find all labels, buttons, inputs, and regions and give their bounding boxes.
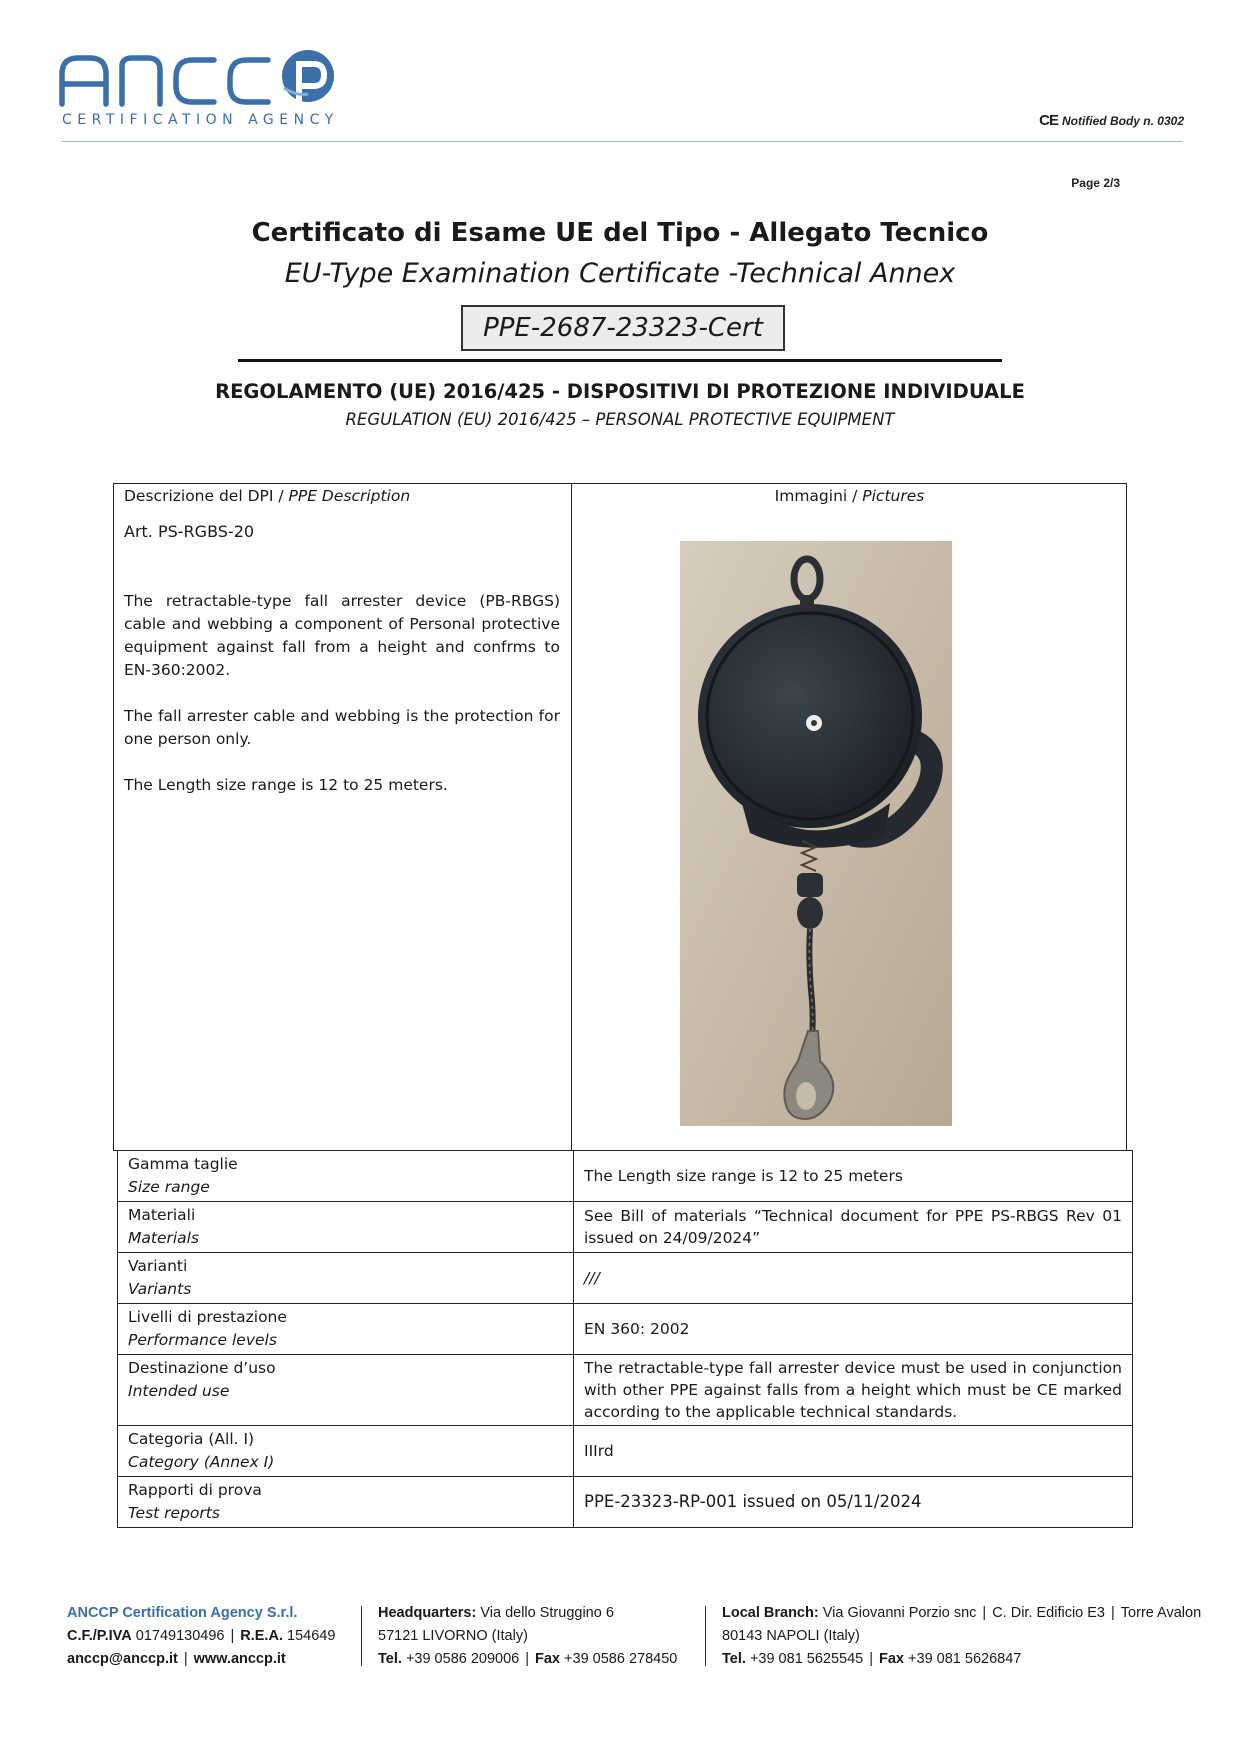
notified-body-text: Notified Body n. 0302 — [1061, 114, 1184, 128]
spec-label-en: Performance levels — [128, 1331, 277, 1349]
spec-label — [118, 1477, 574, 1528]
anccp-logo — [56, 44, 356, 134]
pictures-heading-it: Immagini / — [774, 487, 863, 505]
table-row — [118, 1304, 1133, 1355]
title-divider — [238, 359, 1002, 362]
footer-hq-fax-label: Fax — [535, 1651, 561, 1667]
notified-body — [1039, 112, 1184, 129]
description-paragraph: The retractable-type fall arrester device (PB-RBGS) cable and webbing a component of Personal protective equipment against fall from a height and confrms to EN-360:2002. — [124, 592, 560, 679]
spec-label — [118, 1304, 574, 1355]
regulation-english: REGULATION (EU) 2016/425 – PERSONAL PROTECTIVE EQUIPMENT — [345, 410, 895, 429]
footer-hq-label: Headquarters: — [378, 1605, 477, 1621]
ce-mark-icon: CE — [1039, 112, 1058, 129]
spec-label — [118, 1355, 574, 1426]
table-row — [118, 1202, 1133, 1253]
footer-web-link[interactable]: www.anccp.it — [193, 1651, 286, 1667]
spec-label-it: Categoria (All. I) — [128, 1430, 255, 1448]
spec-label-en: Size range — [128, 1178, 210, 1196]
footer-separator — [705, 1606, 706, 1666]
footer-branch-tower: Torre Avalon — [1120, 1605, 1202, 1621]
spec-value: /// — [574, 1253, 1133, 1304]
description-heading — [124, 487, 410, 505]
footer-separator — [361, 1606, 362, 1666]
spec-label-en: Variants — [128, 1280, 192, 1298]
spec-label-it: Materiali — [128, 1206, 196, 1224]
spec-label-en: Test reports — [128, 1504, 220, 1522]
spec-label-it: Varianti — [128, 1257, 188, 1275]
footer-branch-tel: +39 081 5625545 — [749, 1651, 864, 1667]
spec-label — [118, 1253, 574, 1304]
regulation-italian: REGOLAMENTO (UE) 2016/425 - DISPOSITIVI DI PROTEZIONE INDIVIDUALE — [215, 380, 1025, 403]
footer-rea-label: R.E.A. — [240, 1628, 283, 1644]
spec-label-en: Materials — [128, 1229, 200, 1247]
spec-value: The retractable-type fall arrester device must be used in conjunction with other PPE against falls from a height which must be CE marked according to the applicable technical standards. — [574, 1355, 1133, 1426]
certificate-number: PPE-2687-23323-Cert — [461, 305, 785, 351]
spec-label-it: Gamma taglie — [128, 1155, 238, 1173]
article-code: Art. PS-RGBS-20 — [124, 522, 255, 541]
logo-subtitle: CERTIFICATION AGENCY — [62, 112, 339, 128]
spec-value: See Bill of materials “Technical document for PPE PS-RBGS Rev 01 issued on 24/09/2024” — [574, 1202, 1133, 1253]
spec-value: IIIrd — [574, 1426, 1133, 1477]
footer-branch-label: Local Branch: — [722, 1605, 819, 1621]
table-row — [118, 1477, 1133, 1528]
footer-branch-address: Via Giovanni Porzio snc — [822, 1605, 977, 1621]
spec-label — [118, 1202, 574, 1253]
footer-hq-city: 57121 LIVORNO (Italy) — [378, 1628, 528, 1644]
footer-branch-fax-label: Fax — [879, 1651, 905, 1667]
footer-hq-tel: +39 0586 209006 — [405, 1651, 520, 1667]
footer-company-name: ANCCP Certification Agency S.r.l. — [67, 1605, 298, 1621]
spec-label-en: Category (Annex I) — [128, 1453, 275, 1471]
footer-headquarters: Headquarters: Via dello Struggino 6 57121 LIVORNO (Italy) Tel. +39 0586 209006 | Fax +39 0586 278450 — [378, 1602, 698, 1671]
footer-hq-address: Via dello Struggino 6 — [480, 1605, 614, 1621]
footer-branch-building: C. Dir. Edificio E3 — [992, 1605, 1106, 1621]
footer-branch: Local Branch: Via Giovanni Porzio snc | C. Dir. Edificio E3 | Torre Avalon 80143 NAPOLI (Italy) Tel. +39 081 5625545 | Fax +39 081 5626847 — [722, 1605, 1202, 1667]
description-heading-it: Descrizione del DPI / — [124, 487, 289, 505]
logo-graphic — [56, 44, 356, 110]
specs-table — [117, 1150, 1133, 1528]
footer-rea-value: 154649 — [287, 1628, 336, 1644]
table-row — [118, 1355, 1133, 1426]
description-paragraph: The Length size range is 12 to 25 meters. — [124, 776, 448, 794]
footer-cf-value: 01749130496 — [135, 1628, 225, 1644]
table-row — [118, 1151, 1133, 1202]
spec-label-it: Livelli di prestazione — [128, 1308, 287, 1326]
footer-branch-city: 80143 NAPOLI (Italy) — [722, 1628, 860, 1644]
footer-hq-tel-label: Tel. — [378, 1651, 402, 1667]
title-english: EU-Type Examination Certificate -Technical Annex — [284, 258, 956, 289]
footer-hq-fax: +39 0586 278450 — [564, 1651, 678, 1667]
spec-value: EN 360: 2002 — [574, 1304, 1133, 1355]
spec-label-it: Rapporti di prova — [128, 1481, 262, 1499]
table-row — [118, 1253, 1133, 1304]
pictures-heading — [572, 487, 1127, 505]
specs-table-wrapper — [117, 1150, 1133, 1528]
title-italian: Certificato di Esame UE del Tipo - Allegato Tecnico — [251, 218, 989, 248]
spec-label-it: Destinazione d’uso — [128, 1359, 276, 1377]
spec-label-en: Intended use — [128, 1382, 230, 1400]
spec-label — [118, 1426, 574, 1477]
table-row — [118, 1426, 1133, 1477]
footer-branch-fax: +39 081 5626847 — [908, 1651, 1022, 1667]
footer-contacts: anccp@anccp.it | www.anccp.it — [67, 1651, 286, 1667]
spec-value: PPE-23323-RP-001 issued on 05/11/2024 — [574, 1477, 1133, 1528]
description-text — [124, 590, 560, 820]
description-paragraph: The fall arrester cable and webbing is the protection for one person only. — [124, 707, 560, 748]
footer-branch-tel-label: Tel. — [722, 1651, 746, 1667]
spec-value: The Length size range is 12 to 25 meters — [574, 1151, 1133, 1202]
product-photo — [680, 541, 952, 1126]
page-number: Page 2/3 — [1071, 176, 1120, 190]
footer-company — [67, 1602, 357, 1671]
footer-cf-label: C.F./P.IVA — [67, 1628, 132, 1644]
description-heading-en: PPE Description — [288, 487, 411, 505]
pictures-heading-en: Pictures — [862, 487, 925, 505]
description-table-divider — [571, 483, 572, 1151]
footer-fiscal: C.F./P.IVA 01749130496 | R.E.A. 154649 — [67, 1628, 336, 1644]
footer-email-link[interactable]: anccp@anccp.it — [67, 1651, 178, 1667]
fall-arrester-illustration — [680, 541, 952, 1126]
spec-label — [118, 1151, 574, 1202]
header-divider — [62, 141, 1182, 142]
